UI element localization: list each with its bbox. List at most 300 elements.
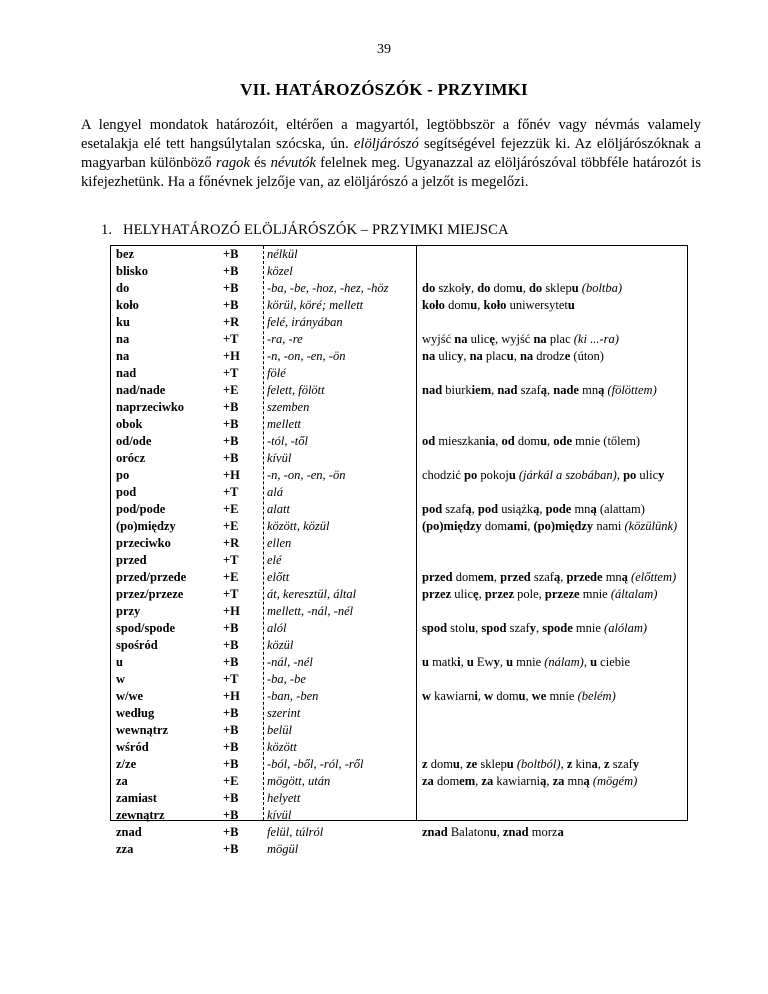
example-segment: spod: [481, 621, 507, 635]
intro-text-1: A lengyel mondatok határozóit, eltérően a magyartól, legtöbbször a főnév vagy névmás valamely esetalakja elé tett hangsúlytalan szócska, ún.: [81, 117, 701, 152]
example-segment: u: [518, 689, 526, 703]
meaning-cell: szerint: [267, 706, 301, 720]
example-segment: mnie: [579, 587, 611, 601]
chapter-title: VII. HATÁROZÓSZÓK - PRZYIMKI: [240, 80, 528, 99]
example-segment: e: [564, 349, 571, 363]
example-segment: y: [493, 655, 500, 669]
example-segment: po: [619, 468, 637, 482]
example-segment: do: [422, 281, 436, 295]
meaning-cell: -ba, -be, -hoz, -hez, -höz: [267, 281, 389, 295]
case-cell: +B: [223, 281, 239, 295]
meaning-cell: alá: [267, 485, 283, 499]
preposition-cell: zza: [116, 842, 134, 856]
preposition-cell: na: [116, 349, 130, 363]
preposition-cell: przy: [116, 604, 141, 618]
meaning-cell: alatt: [267, 502, 290, 516]
example-segment: pode: [545, 502, 572, 516]
preposition-column: [116, 246, 206, 856]
example-segment: u: [489, 825, 497, 839]
example-cell: [417, 467, 687, 484]
example-segment: ą: [583, 774, 590, 788]
case-cell: +H: [223, 689, 240, 703]
example-segment: u: [540, 434, 548, 448]
example-segment: biurk: [442, 383, 472, 397]
example-cell: [417, 297, 687, 314]
example-segment: ą: [540, 774, 547, 788]
example-segment: na: [454, 332, 468, 346]
example-segment: ą: [621, 570, 628, 584]
example-segment: ,: [478, 587, 485, 601]
example-segment: ą: [533, 502, 540, 516]
example-segment: ,: [471, 502, 478, 516]
example-segment: matk: [428, 655, 458, 669]
intro-text-3: és: [249, 155, 271, 171]
example-segment: znad: [502, 825, 529, 839]
example-segment: (po)między: [533, 519, 594, 533]
meaning-cell: -ra, -re: [267, 332, 303, 346]
example-segment: ,: [495, 434, 502, 448]
case-cell: +E: [223, 383, 239, 397]
case-cell: +B: [223, 247, 239, 261]
meaning-cell: -ba, -be: [267, 672, 306, 686]
intro-text-2: segítségével fejezzük ki. Az elöljárószóknak a magyarban különböző: [81, 136, 701, 171]
preposition-cell: pod: [116, 485, 137, 499]
example-segment: ,: [597, 757, 604, 771]
meaning-cell: körül, köré; mellett: [267, 298, 364, 312]
case-cell: +B: [223, 264, 239, 278]
meaning-cell: fölé: [267, 366, 286, 380]
example-segment: Balaton: [447, 825, 490, 839]
example-segment: (mögém): [589, 774, 638, 788]
example-segment: spod: [422, 621, 448, 635]
example-cell: [417, 841, 687, 858]
example-cell: [417, 365, 687, 382]
example-cell: [417, 331, 687, 348]
example-segment: ,: [546, 774, 553, 788]
example-segment: po: [464, 468, 478, 482]
example-segment: mnie: [572, 621, 605, 635]
example-segment: ,: [460, 655, 467, 669]
example-segment: a: [557, 825, 564, 839]
example-cell: [417, 722, 687, 739]
case-cell: +T: [223, 587, 239, 601]
case-cell: +B: [223, 434, 239, 448]
example-cell: [417, 518, 687, 535]
example-segment: koło: [422, 298, 445, 312]
example-segment: dom: [433, 774, 460, 788]
example-segment: i: [457, 655, 461, 669]
case-cell: +B: [223, 655, 239, 669]
example-cell: [417, 399, 687, 416]
case-cell: +B: [223, 638, 239, 652]
example-cell: [417, 246, 687, 263]
example-segment: u: [466, 655, 474, 669]
preposition-cell: przed: [116, 553, 147, 567]
intro-term-ragok: ragok: [215, 155, 250, 171]
case-cell: +T: [223, 332, 239, 346]
example-segment: em: [477, 570, 494, 584]
example-segment: plac: [482, 349, 507, 363]
example-segment: szaf: [442, 502, 466, 516]
example-cell: [417, 450, 687, 467]
example-segment: u: [452, 757, 460, 771]
example-cell: [417, 280, 687, 297]
example-segment: u: [468, 621, 476, 635]
meaning-cell: felül, túlról: [267, 825, 324, 839]
example-segment: spode: [542, 621, 573, 635]
example-segment: a: [591, 757, 598, 771]
example-segment: szaf: [609, 757, 633, 771]
example-segment: za: [552, 774, 565, 788]
example-cell: [417, 824, 687, 841]
example-segment: ,: [525, 689, 532, 703]
case-cell: +B: [223, 723, 239, 737]
meaning-cell: -n, -on, -en, -ön: [267, 349, 346, 363]
example-cell: [417, 501, 687, 518]
case-cell: +B: [223, 298, 239, 312]
example-segment: (előttem): [627, 570, 677, 584]
example-segment: mnie (tőlem): [572, 434, 641, 448]
example-segment: y: [464, 281, 471, 295]
preposition-cell: przeciwko: [116, 536, 171, 550]
example-segment: (úton): [570, 349, 604, 363]
example-segment: mn: [564, 774, 584, 788]
case-cell: +E: [223, 774, 239, 788]
example-segment: dom: [514, 434, 541, 448]
meaning-cell: között: [267, 740, 297, 754]
example-cell: [417, 790, 687, 807]
preposition-cell: zamiast: [116, 791, 157, 805]
case-cell: +B: [223, 417, 239, 431]
example-segment: z: [566, 757, 573, 771]
example-segment: ą: [590, 502, 597, 516]
example-segment: stol: [447, 621, 469, 635]
example-segment: ,: [470, 281, 478, 295]
example-segment: ,: [493, 570, 501, 584]
preposition-cell: przez/przeze: [116, 587, 184, 601]
example-segment: od: [422, 434, 436, 448]
meaning-cell: kívül: [267, 451, 292, 465]
example-segment: dom: [490, 281, 516, 295]
example-segment: (közülünk): [624, 519, 678, 533]
case-cell: +B: [223, 706, 239, 720]
example-segment: szaf: [530, 570, 554, 584]
example-segment: y: [457, 349, 464, 363]
example-segment: ami: [507, 519, 528, 533]
preposition-cell: znad: [116, 825, 142, 839]
example-segment: (alólam): [604, 621, 648, 635]
example-cell: [417, 620, 687, 637]
example-segment: morz: [528, 825, 558, 839]
example-cell: [417, 654, 687, 671]
case-cell: +B: [223, 400, 239, 414]
meaning-cell: ellen: [267, 536, 292, 550]
example-segment: kawiarn: [431, 689, 475, 703]
example-segment: ,: [513, 349, 520, 363]
example-segment: ulic: [636, 468, 659, 482]
example-segment: u: [506, 349, 514, 363]
meaning-cell: helyett: [267, 791, 301, 805]
section-title: HELYHATÁROZÓ ELÖLJÁRÓSZÓK – PRZYIMKI MIEJSCA: [123, 222, 509, 238]
preposition-cell: według: [116, 706, 155, 720]
example-segment: ,: [499, 655, 507, 669]
example-segment: mn: [571, 502, 591, 516]
example-segment: ciebie: [597, 655, 631, 669]
example-segment: u: [506, 757, 514, 771]
example-segment: (po)między: [422, 519, 482, 533]
example-segment: ,: [475, 774, 482, 788]
preposition-cell: u: [116, 655, 123, 669]
example-segment: ze: [466, 757, 478, 771]
meaning-cell: alól: [267, 621, 287, 635]
case-cell: +H: [223, 349, 240, 363]
preposition-cell: w: [116, 672, 126, 686]
example-segment: szaf: [517, 383, 541, 397]
meaning-cell: mellett: [267, 417, 302, 431]
example-segment: ulic: [435, 349, 458, 363]
example-segment: dom: [452, 570, 478, 584]
example-segment: przed: [500, 570, 531, 584]
example-cell: [417, 807, 687, 824]
example-segment: u: [422, 655, 429, 669]
section-heading: [101, 222, 509, 239]
example-segment: u: [515, 281, 523, 295]
example-segment: y: [529, 621, 536, 635]
meaning-cell: közel: [267, 264, 293, 278]
preposition-cell: ku: [116, 315, 130, 329]
example-segment: przez: [422, 587, 452, 601]
meaning-cell: nélkül: [267, 247, 298, 261]
example-segment: ą: [540, 383, 548, 397]
case-cell: +T: [223, 672, 239, 686]
example-segment: ą: [553, 570, 561, 584]
example-segment: w: [422, 689, 432, 703]
preposition-cell: blisko: [116, 264, 148, 278]
example-segment: , wyjść: [494, 332, 534, 346]
example-segment: na: [422, 349, 436, 363]
meaning-cell: között, közül: [267, 519, 330, 533]
case-cell: +H: [223, 604, 240, 618]
preposition-cell: po: [116, 468, 130, 482]
meaning-cell: közül: [267, 638, 294, 652]
preposition-cell: wśród: [116, 740, 149, 754]
example-segment: (nálam): [544, 655, 584, 669]
example-segment: (általam): [610, 587, 658, 601]
example-segment: (járkál a szobában),: [515, 468, 620, 482]
example-segment: sklep: [542, 281, 572, 295]
preposition-cell: orócz: [116, 451, 146, 465]
example-cell: [417, 552, 687, 569]
example-segment: y: [632, 757, 640, 771]
example-segment: do: [528, 281, 543, 295]
example-segment: pole,: [514, 587, 545, 601]
example-segment: na: [533, 332, 547, 346]
example-segment: ,: [463, 349, 470, 363]
example-cell: [417, 603, 687, 620]
case-cell: +B: [223, 842, 239, 856]
example-segment: pokoj: [477, 468, 509, 482]
example-segment: znad: [422, 825, 448, 839]
example-segment: ,: [583, 655, 591, 669]
section-number: 1.: [101, 222, 113, 238]
intro-paragraph: [81, 116, 701, 192]
preposition-cell: przed/przede: [116, 570, 187, 584]
preposition-cell: bez: [116, 247, 135, 261]
preposition-cell: koło: [116, 298, 139, 312]
example-segment: mnie: [546, 689, 578, 703]
meaning-cell: -ban, -ben: [267, 689, 319, 703]
example-segment: koło: [483, 298, 507, 312]
example-segment: mieszkan: [435, 434, 486, 448]
preposition-cell: nad: [116, 366, 137, 380]
example-segment: u: [508, 468, 516, 482]
example-segment: za: [422, 774, 434, 788]
example-segment: dom: [493, 689, 519, 703]
example-segment: przez: [484, 587, 514, 601]
preposition-cell: wewnątrz: [116, 723, 169, 737]
case-cell: +B: [223, 791, 239, 805]
example-cell: [417, 348, 687, 365]
meaning-cell: át, keresztül, által: [267, 587, 357, 601]
example-cell: [417, 382, 687, 399]
example-segment: ,: [477, 298, 484, 312]
preposition-cell: spośród: [116, 638, 158, 652]
example-segment: u: [590, 655, 598, 669]
prepositions-table: [110, 245, 688, 856]
example-segment: ę: [489, 332, 495, 346]
intro-term-nevutok: névutók: [270, 155, 316, 171]
example-cell: [417, 263, 687, 280]
preposition-cell: pod/pode: [116, 502, 166, 516]
example-segment: (alattam): [596, 502, 645, 516]
example-segment: mnie: [513, 655, 545, 669]
preposition-cell: (po)między: [116, 519, 176, 533]
example-cell: [417, 688, 687, 705]
page-number: 39: [377, 42, 391, 57]
example-segment: u: [571, 281, 579, 295]
example-segment: dom: [481, 519, 508, 533]
example-segment: ,: [535, 621, 543, 635]
case-cell: +B: [223, 451, 239, 465]
case-cell: +R: [223, 536, 240, 550]
example-segment: drodz: [533, 349, 565, 363]
meaning-cell: -ból, -ből, -ról, -ről: [267, 757, 364, 771]
meaning-cell: mögül: [267, 842, 299, 856]
case-cell: +E: [223, 519, 239, 533]
case-cell: +B: [223, 740, 239, 754]
example-segment: ,: [477, 689, 485, 703]
meaning-cell: -tól, -től: [267, 434, 308, 448]
example-segment: ,: [539, 502, 546, 516]
example-segment: u: [567, 298, 575, 312]
example-cell: [417, 671, 687, 688]
example-segment: pod: [477, 502, 499, 516]
example-segment: y: [658, 468, 665, 482]
example-segment: ,: [560, 570, 567, 584]
meaning-cell: szemben: [267, 400, 310, 414]
case-column: [223, 246, 253, 856]
example-segment: w: [484, 689, 494, 703]
preposition-cell: nad/nade: [116, 383, 166, 397]
example-segment: iem: [471, 383, 492, 397]
preposition-cell: za: [116, 774, 128, 788]
example-cell: [417, 416, 687, 433]
example-segment: ia: [485, 434, 496, 448]
example-segment: na: [469, 349, 483, 363]
example-segment: od: [501, 434, 515, 448]
meaning-cell: -n, -on, -en, -ön: [267, 468, 346, 482]
example-segment: usiążk: [498, 502, 534, 516]
example-segment: (boltból): [513, 757, 561, 771]
meaning-cell: előtt: [267, 570, 290, 584]
example-segment: ,: [491, 383, 498, 397]
example-segment: na: [519, 349, 534, 363]
example-segment: za: [481, 774, 494, 788]
example-segment: z: [604, 757, 610, 771]
example-segment: ,: [560, 757, 567, 771]
example-segment: przeze: [544, 587, 580, 601]
example-segment: dom: [444, 298, 471, 312]
example-cell: [417, 484, 687, 501]
preposition-cell: w/we: [116, 689, 144, 703]
example-segment: ulic: [451, 587, 474, 601]
meaning-cell: belül: [267, 723, 292, 737]
meaning-cell: mögött, után: [267, 774, 331, 788]
example-segment: Ew: [473, 655, 494, 669]
case-cell: +B: [223, 757, 239, 771]
example-segment: u: [470, 298, 478, 312]
example-cell: [417, 535, 687, 552]
example-segment: ode: [553, 434, 573, 448]
example-segment: plac: [546, 332, 574, 346]
example-segment: ,: [547, 434, 554, 448]
intro-term-eloljaroszo: elöljárószó: [353, 136, 419, 152]
example-segment: kawiarni: [493, 774, 541, 788]
case-cell: +B: [223, 825, 239, 839]
case-cell: +B: [223, 808, 239, 822]
preposition-cell: zewnątrz: [116, 808, 165, 822]
meaning-cell: kívül: [267, 808, 292, 822]
case-cell: +T: [223, 485, 239, 499]
case-cell: +R: [223, 315, 240, 329]
example-cell: [417, 756, 687, 773]
example-segment: ę: [473, 587, 479, 601]
case-cell: +H: [223, 468, 240, 482]
example-segment: nade: [553, 383, 579, 397]
example-segment: (ki ...-ra): [573, 332, 619, 346]
example-segment: (fölöttem): [604, 383, 657, 397]
example-segment: dom: [427, 757, 453, 771]
example-cell: [417, 739, 687, 756]
example-segment: ą: [465, 502, 472, 516]
example-segment: kin: [572, 757, 592, 771]
meaning-cell: felett, fölött: [267, 383, 325, 397]
example-cell: [417, 586, 687, 603]
example-segment: mn: [578, 383, 599, 397]
example-segment: em: [459, 774, 476, 788]
example-cell: [417, 433, 687, 450]
example-segment: ,: [527, 519, 534, 533]
preposition-cell: do: [116, 281, 130, 295]
example-segment: uniwersytet: [506, 298, 568, 312]
example-segment: i: [474, 689, 478, 703]
example-segment: nami: [593, 519, 625, 533]
example-segment: szkoł: [435, 281, 465, 295]
example-segment: przed: [422, 570, 453, 584]
preposition-cell: naprzeciwko: [116, 400, 185, 414]
example-segment: przede: [566, 570, 603, 584]
meaning-cell: mellett, -nál, -nél: [267, 604, 354, 618]
